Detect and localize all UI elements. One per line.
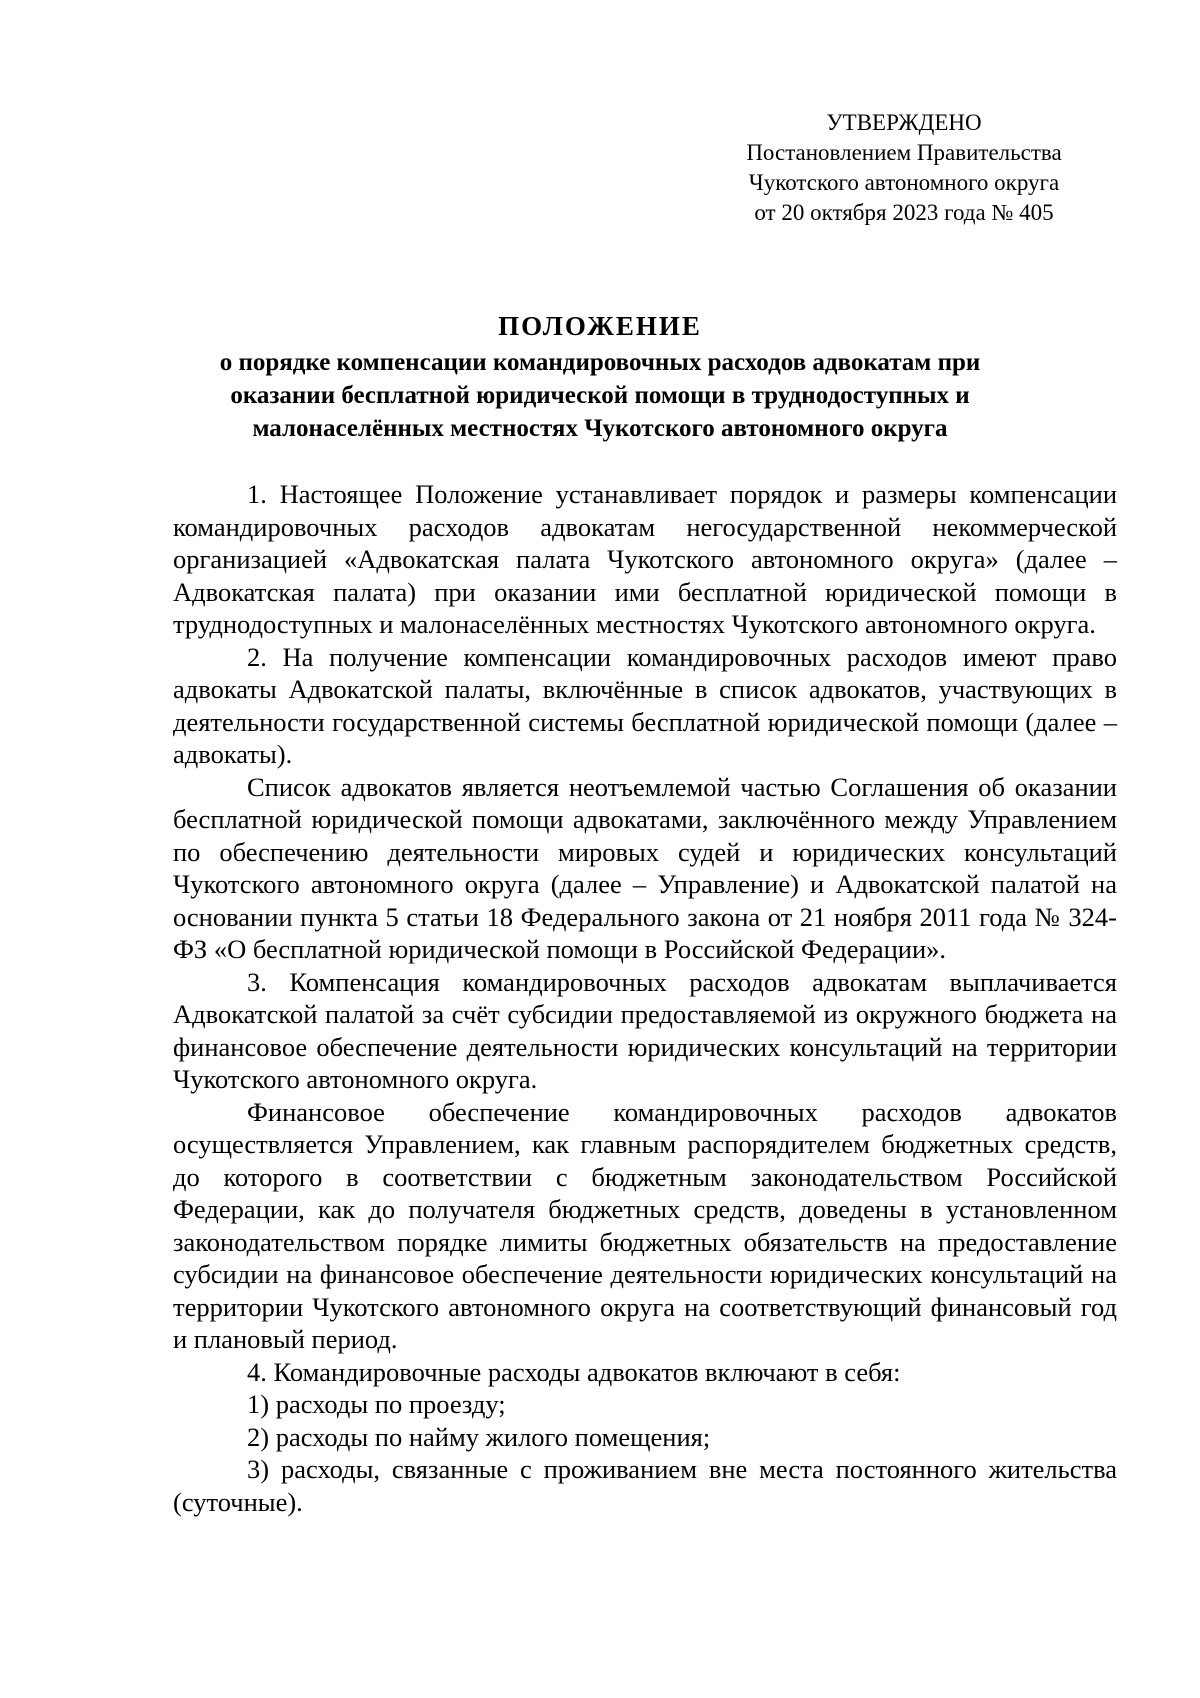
document-body bbox=[173, 478, 1117, 1518]
approval-date: от 20 октября 2023 года № 405 bbox=[754, 200, 1054, 225]
subtitle-line: о порядке компенсации командировочных расходов адвокатам при bbox=[219, 349, 981, 376]
approval-stamp bbox=[722, 108, 1086, 228]
paragraph-2: 2. На получение компенсации командировочных расходов имеют право адвокаты Адвокатской палаты, включённые в список адвокатов, участвующих в деятельности государственной системы бесплатной юридической помощи (далее – адвокаты). bbox=[173, 641, 1117, 769]
approval-line: Чукотского автономного округа bbox=[748, 170, 1060, 195]
paragraph-4: 4. Командировочные расходы адвокатов включают в себя: bbox=[247, 1356, 901, 1387]
paragraph-1: 1. Настоящее Положение устанавливает порядок и размеры компенсации командировочных расходов адвокатам негосударственной некоммерческой организацией «Адвокатская палата Чукотского автономного округа» (далее – Адвокатская палата) при оказании ими бесплатной юридической помощи в труднодоступных и малонаселённых местностях Чукотского автономного округа. bbox=[173, 479, 1117, 639]
list-item-3: 3) расходы, связанные с проживанием вне места постоянного жительства (суточные). bbox=[173, 1454, 1117, 1517]
paragraph-2-list-note: Список адвокатов является неотъемлемой частью Соглашения об оказании бесплатной юридической помощи адвокатами, заключённого между Управлением по обеспечению деятельности мировых судей и юридических консультаций Чукотского автономного округа (далее – Управление) и Адвокатской палатой на основании пункта 5 статьи 18 Федерального закона от 21 ноября 2011 года № 324-ФЗ «О бесплатной юридической помощи в Российской Федерации». bbox=[173, 771, 1117, 964]
subtitle-line: оказании бесплатной юридической помощи в труднодоступных и bbox=[230, 382, 970, 409]
approval-line: Постановлением Правительства bbox=[746, 140, 1062, 165]
list-item-2: 2) расходы по найму жилого помещения; bbox=[247, 1421, 711, 1452]
approval-heading: УТВЕРЖДЕНО bbox=[826, 110, 982, 135]
paragraph-3: 3. Компенсация командировочных расходов адвокатам выплачивается Адвокатской палатой за счёт субсидии предоставляемой из окружного бюджета на финансовое обеспечение деятельности юридических консультаций на территории Чукотского автономного округа. bbox=[173, 966, 1117, 1094]
document-subtitle bbox=[160, 346, 1040, 445]
paragraph-3-funding: Финансовое обеспечение командировочных расходов адвокатов осуществляется Управлением, как главным распорядителем бюджетных средств, до которого в соответствии с бюджетным законодательством Российской Федерации, как до получателя бюджетных средств, доведены в установленном законодательством порядке лимиты бюджетных обязательств на предоставление субсидии на финансовое обеспечение деятельности юридических консультаций на территории Чукотского автономного округа на соответствующий финансовый год и плановый период. bbox=[173, 1096, 1117, 1354]
document-title: ПОЛОЖЕНИЕ bbox=[498, 311, 702, 341]
subtitle-line: малонаселённых местностях Чукотского автономного округа bbox=[252, 415, 948, 442]
list-item-1: 1) расходы по проезду; bbox=[247, 1389, 506, 1419]
